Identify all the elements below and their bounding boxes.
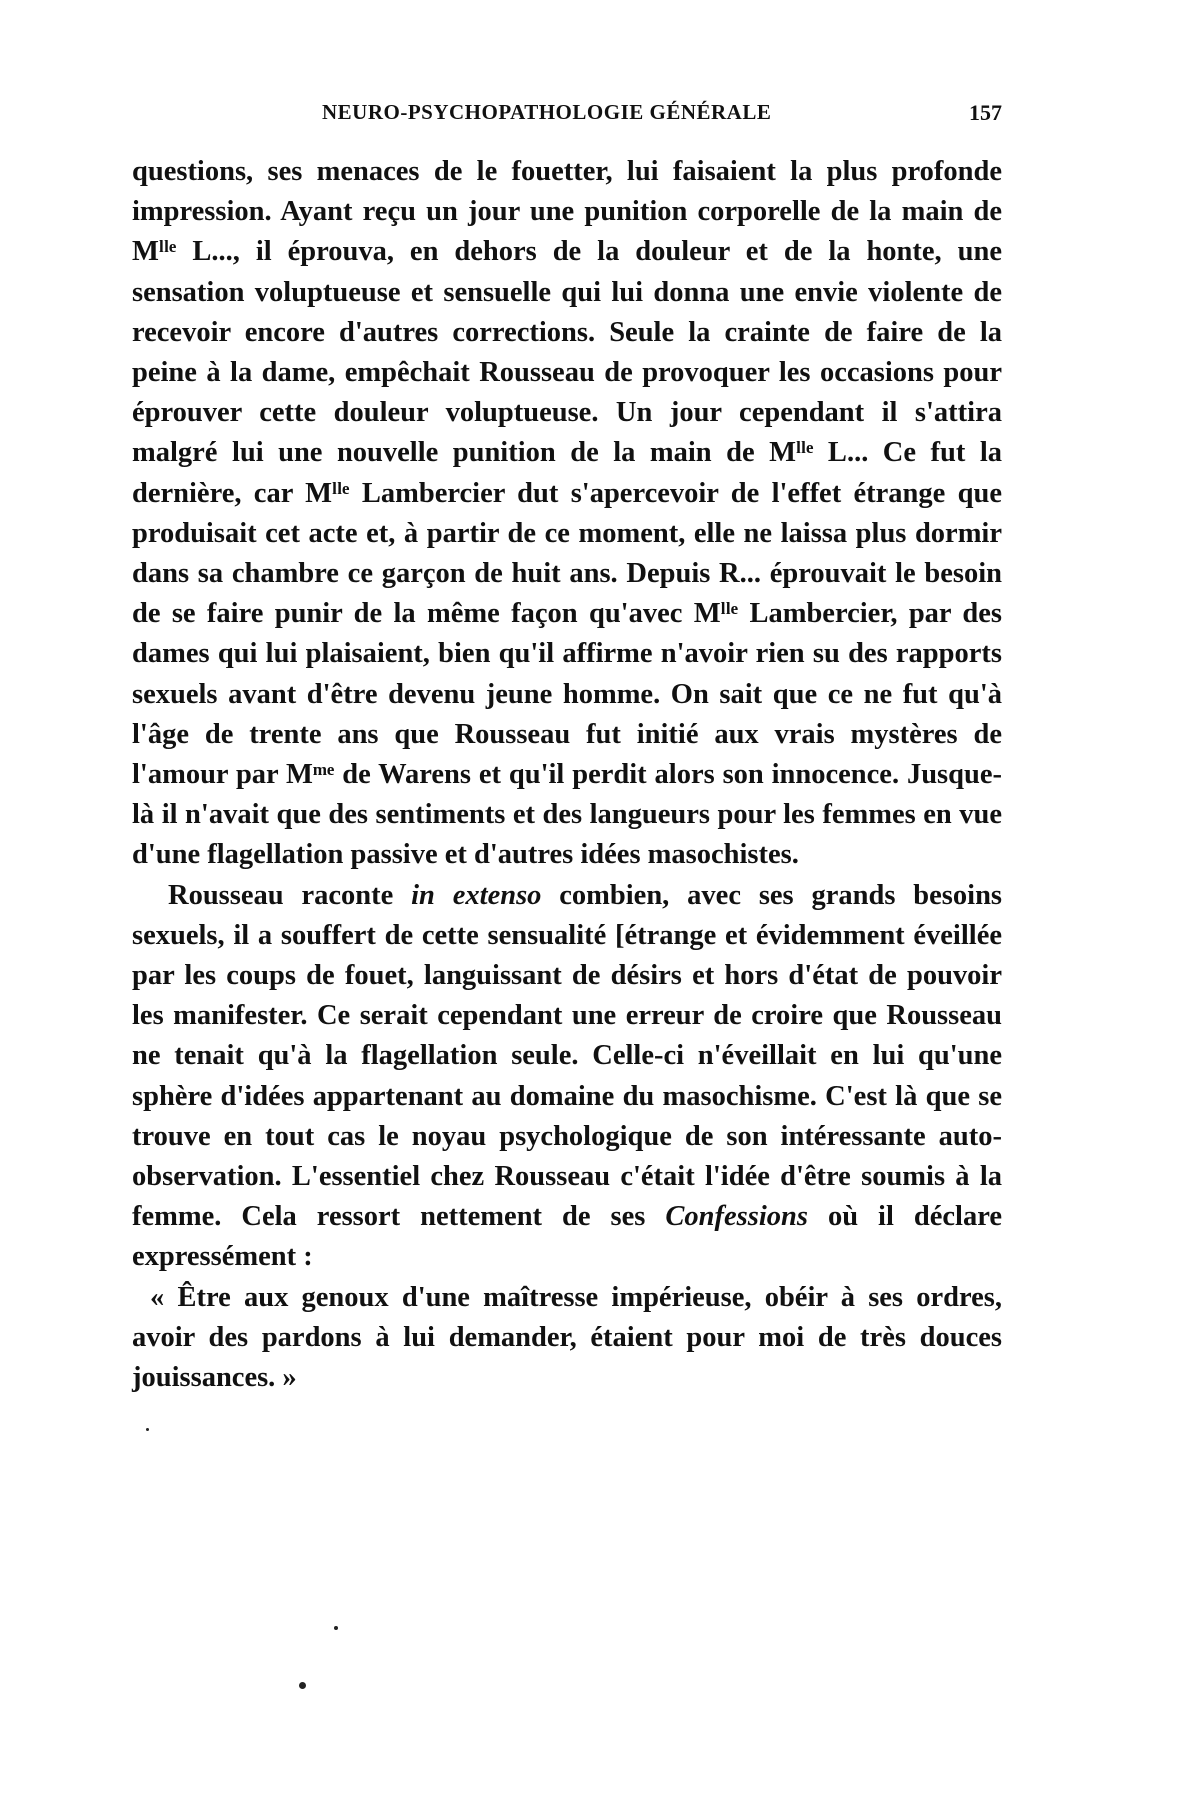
paragraph-rousseau-end: où il déclare expressément :: [132, 1201, 1002, 1273]
page-number: 157: [969, 100, 1002, 125]
running-title: NEURO-PSYCHOPATHOLOGIE GÉNÉRALE: [322, 100, 772, 124]
block-quote: « Être aux genoux d'une maîtresse impérieuse, obéir à ses ordres, avoir des pardons à lui demander, étaient pour moi de très douces jouissances. »: [132, 1281, 1002, 1394]
ink-speck: [299, 1682, 306, 1689]
paragraph-rousseau: [132, 876, 1002, 1278]
running-head: [132, 100, 1002, 130]
paragraph-rousseau-middle: combien, avec ses grands besoins sexuels, il a souffert de cette sensualité [étrange et évidemment éveillée par les coups de fouet, languissant de désirs et hors d'état de pouvoir les manifester. Ce serait cependant une erreur de croire que Rousseau ne tenait qu'à la flagellation seule. Celle-ci n'éveillait en lui qu'une sphère d'idées appartenant au domaine du masochisme. C'est là que se trouve en tout cas le noyau psychologique de son intéressante auto-observation. L'essentiel chez Rousseau c'était l'idée d'être soumis à la femme. Cela ressort nettement de ses: [132, 879, 1003, 1233]
ink-speck: [334, 1626, 338, 1630]
book-title-confessions: Confessions: [665, 1201, 808, 1233]
paragraph-continuation: questions, ses menaces de le fouetter, lui faisaient la plus profonde impression. Ayant reçu un jour une punition corporelle de la main de Mˡˡᵉ L..., il éprouva, en dehors de la douleur et de la honte, une sensation voluptueuse et sensuelle qui lui donna une envie violente de recevoir encore d'autres corrections. Seule la crainte de faire de la peine à la dame, empêchait Rousseau de provoquer les occasions pour éprouver cette douleur voluptueuse. Un jour cependant il s'attira malgré lui une nouvelle punition de la main de Mˡˡᵉ L... Ce fut la dernière, car Mˡˡᵉ Lambercier dut s'apercevoir de l'effet étrange que produisait cet acte et, à partir de ce moment, elle ne laissa plus dormir dans sa chambre ce garçon de huit ans. Depuis R... éprouvait le besoin de se faire punir de la même façon qu'avec Mˡˡᵉ Lambercier, par des dames qui lui plaisaient, bien qu'il affirme n'avoir rien su des rapports sexuels avant d'être devenu jeune homme. On sait que ce ne fut qu'à l'âge de trente ans que Rousseau fut initié aux vrais mystères de l'amour par Mᵐᵉ de Warens et qu'il perdit alors son innocence. Jusque-là il n'avait que des sentiments et des langueurs pour les femmes en vue d'une flagellation passive et d'autres idées masochistes.: [132, 156, 1002, 871]
latin-emphasis: in extenso: [411, 879, 542, 911]
ink-speck: [146, 1428, 149, 1431]
paragraph-rousseau-start: Rousseau raconte: [168, 879, 412, 911]
body-text: [132, 152, 1002, 1398]
